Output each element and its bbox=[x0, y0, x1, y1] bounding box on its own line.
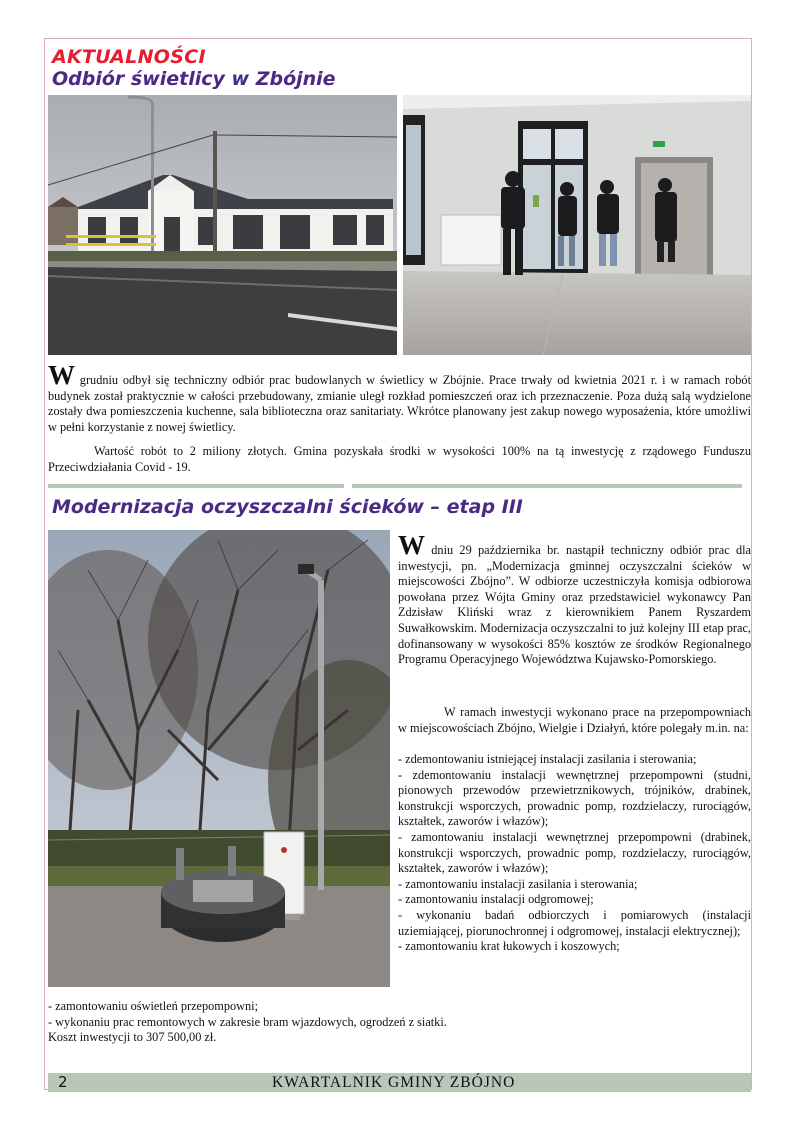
article-1-title: Odbiór świetlicy w Zbójnie bbox=[52, 68, 336, 90]
photo-pumping-station bbox=[48, 530, 390, 987]
list-item: - zamontowaniu instalacji zasilania i sterowania; bbox=[398, 876, 638, 891]
list-item: - zamontowaniu krat łukowych i koszowych; bbox=[398, 939, 620, 954]
section-divider-right bbox=[352, 484, 742, 488]
section-divider-left bbox=[48, 484, 344, 488]
list-item: - zamontowaniu instalacji odgromowej; bbox=[398, 892, 594, 907]
list-item: - zdemontowaniu instalacji wewnętrznej przepompowni (studni, pionowych przewodów przewietrznikowych, trójników, drabinek, konstrukcji wsporczych, prowadnic pomp, rozdzielaczy, rurociągów, kształtek, zaworów i włazów); bbox=[398, 767, 751, 829]
photo-community-hall-interior bbox=[403, 95, 751, 355]
list-item: - zdemontowaniu istniejącej instalacji zasilania i sterowania; bbox=[398, 752, 697, 766]
section-kicker: AKTUALNOŚCI bbox=[52, 46, 206, 68]
page-number: 2 bbox=[58, 1073, 68, 1091]
article-2-title: Modernizacja oczyszczalni ścieków – etap III bbox=[52, 496, 523, 518]
works-list-continued bbox=[48, 999, 751, 1046]
list-item: - zamontowaniu instalacji wewnętrznej przepompowni (drabinek, konstrukcji wsporczych, prowadnic pomp, rozdzielaczy, rurociągów, kształtek, zaworów i włazów); bbox=[398, 829, 751, 876]
publication-title: KWARTALNIK GMINY ZBÓJNO bbox=[272, 1074, 516, 1091]
article-1-paragraph-2: Wartość robót to 2 miliony złotych. Gmina pozyskała środki w wysokości 100% na tą inwestycję z rządowego Funduszu Przeciwdziałania Covid - 19. bbox=[48, 444, 751, 474]
dropcap-2: W bbox=[398, 530, 425, 560]
cost-summary: Koszt inwestycji to 307 500,00 zł. bbox=[48, 1030, 217, 1045]
list-item: - zamontowaniu oświetleń przepompowni; bbox=[48, 999, 259, 1013]
article-1-paragraph-1: W grudniu odbył się techniczny odbiór prac budowlanych w świetlicy w Zbójnie. Prace trwały od kwietnia 2021 r. i w ramach robót budynek został praktycznie w całości przebudowany, zmianie uległ rozkład pomieszczeń oraz ich przeznaczenie. Poza dużą salą wydzielone zostały dwa pomieszczenia kuchenne, sala biblioteczna oraz sanitariaty. Wkrótce planowany jest zakup nowego wyposażenia, które umożliwi w pełni korzystanie z nowej świetlicy. bbox=[48, 360, 751, 434]
article-2-paragraph-2: W ramach inwestycji wykonano prace na przepompowniach w miejscowościach Zbójno, Wielgie i Działyń, które polegały m.in. na: bbox=[398, 705, 751, 735]
list-item: - wykonaniu prac remontowych w zakresie bram wjazdowych, ogrodzeń z siatki. bbox=[48, 1014, 447, 1029]
list-item: - wykonaniu badań odbiorczych i pomiarowych (instalacji uziemiającej, piorunochronnej i odgromowej, instalacji elektrycznej); bbox=[398, 907, 751, 938]
article-2-paragraph-1: W dniu 29 października br. nastąpił techniczny odbiór prac dla inwestycji, pn. „Modernizacja gminnej oczyszczalni ścieków w miejscowości Zbójno”. W odbiorze uczestniczyła komisja odbiorowa powołana przez Wójta Gminy oraz przedstawiciel wykonawcy Pan Zdzisław Kliński wraz z kierownikiem Panem Ryszardem Suwałkowskim. Modernizacja oczyszczalni to już kolejny III etap prac, dofinansowany w wysokości 85% kosztów ze środków Regionalnego Programu Operacyjnego Województwa Kujawsko-Pomorskiego. bbox=[398, 530, 751, 667]
dropcap: W bbox=[48, 360, 75, 390]
photo-community-hall-exterior bbox=[48, 95, 397, 355]
works-list bbox=[398, 752, 751, 955]
